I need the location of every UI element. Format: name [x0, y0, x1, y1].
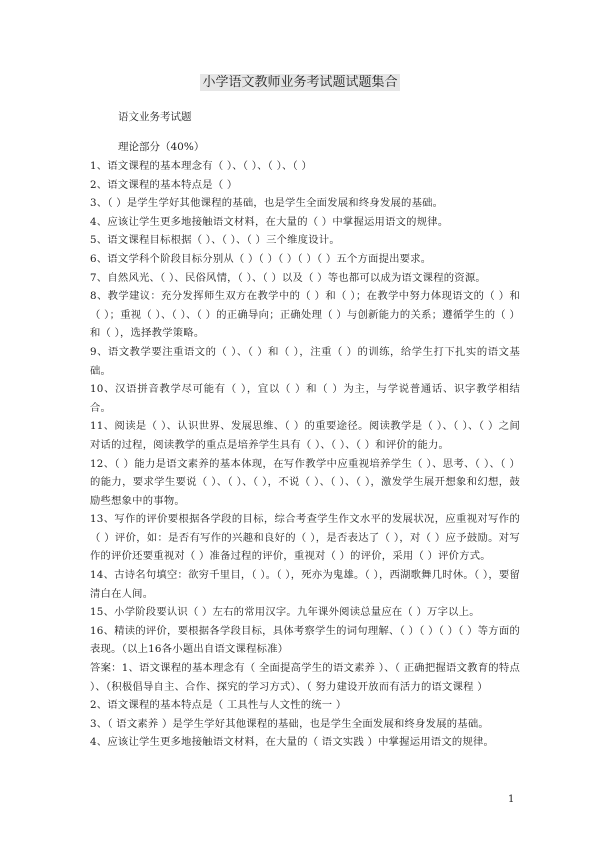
question-6: 6、语文学科个阶段目标分别从（ ）（ ）（ ）（ ）（ ）五个方面提出要求。 [90, 252, 432, 265]
question-10: 10、汉语拼音教学尽可能有（ ），宜以（ ）和（ ）为主，与学说普通话、识字教学相结合。 [90, 383, 520, 414]
question-2: 2、语文课程的基本特点是（ ） [90, 178, 238, 191]
document-subtitle: 语文业务考试题 [118, 111, 192, 123]
question-5: 5、语文课程目标根据（ ）、（ ）、（ ）三个维度设计。 [90, 234, 340, 247]
question-16: 16、精读的评价，要根据各学段目标，具体考察学生的词句理解、（ ）（ ）（ ）（ ）等方面的表现。（以上16各小题出自语文课程标准） [90, 624, 520, 656]
answer-1: 答案：1、语文课程的基本理念有（ 全面提高学生的语文素养 ）、（ 正确把握语文教育的特点 ）、（积极倡导自主、合作、探究的学习方式）、（ 努力建设开放而有活力的语文课程 ） [90, 662, 520, 693]
question-9: 9、语文教学要注重语文的（ ）、（ ）和（ ），注重（ ）的训练，给学生打下扎实的语文基础。 [90, 345, 520, 377]
answer-3: 3、（ 语文素养 ）是学生学好其他课程的基础，也是学生全面发展和终身发展的基础。 [90, 717, 489, 730]
question-14: 14、古诗名句填空：欲穷千里目，（ ）。（ ），死亦为鬼雄。（ ），西湖歌舞几时休。（ ），要留清白在人间。 [90, 569, 520, 600]
question-7: 7、自然风光、（ ）、民俗风情，（ ）、（ ）以及（ ）等也都可以成为语文课程的资源。 [90, 271, 486, 284]
question-4: 4、应该让学生更多地接触语文材料，在大量的（ ）中掌握运用语文的规律。 [90, 215, 449, 228]
question-12: 12、（ ）能力是语文素养的基本体现，在写作教学中应重视培养学生（ ）、思考、（ ）、（ ）的能力，要求学生要说（ ）、（ ）、（ ），不说（ ）、（ ）、（ ），激发学生展开想象和幻想，鼓励些想象中的事物。 [90, 457, 520, 507]
question-3: 3、（ ）是学生学好其他课程的基础，也是学生全面发展和终身发展的基础。 [90, 197, 444, 210]
answer-4: 4、应该让学生更多地接触语文材料，在大量的（ 语文实践 ）中掌握运用语文的规律。 [90, 736, 495, 749]
title-text: 小学语文教师业务考试题试题集合 [202, 75, 398, 90]
question-8: 8、教学建议：充分发挥师生双方在教学中的（ ）和（ ）；在教学中努力体现语文的（ ）和（ ）；重视（ ）、（ ）、（ ）的正确导向；正确处理（ ）与创新能力的关系；遵循学生的（ ）和（ ），选择教学策略。 [90, 290, 520, 340]
page-number: 1 [508, 794, 515, 805]
document-title [0, 74, 600, 92]
answer-2: 2、语文课程的基本特点是（ 工具性与人文性的统一 ） [90, 699, 347, 712]
question-11: 11、阅读是（ ）、认识世界、发展思维、（ ）的重要途径。阅读教学是（ ）、（ ）、（ ）之间对话的过程，阅读教学的重点是培养学生具有（ ）、（ ）、（ ）和评价的能力。 [90, 420, 520, 451]
question-13: 13、写作的评价要根据各学段的目标，综合考查学生作文水平的发展状况，应重视对写作的（ ）评价，如：是否有写作的兴趣和良好的（ ），是否表达了（ ），对（ ）应予鼓励。对写作的评价还要重视对（ ）准备过程的评价，重视对（ ）的评价，采用（ ）评价方式。 [90, 513, 520, 563]
document-body [90, 157, 520, 752]
question-1: 1、语文课程的基本理念有（ ）、（ ）、（ ）、（ ） [90, 160, 313, 172]
section-heading: 理论部分（40%） [118, 141, 205, 153]
question-15: 15、小学阶段要认识（ ）左右的常用汉字。九年课外阅读总量应在（ ）万字以上。 [90, 606, 480, 619]
